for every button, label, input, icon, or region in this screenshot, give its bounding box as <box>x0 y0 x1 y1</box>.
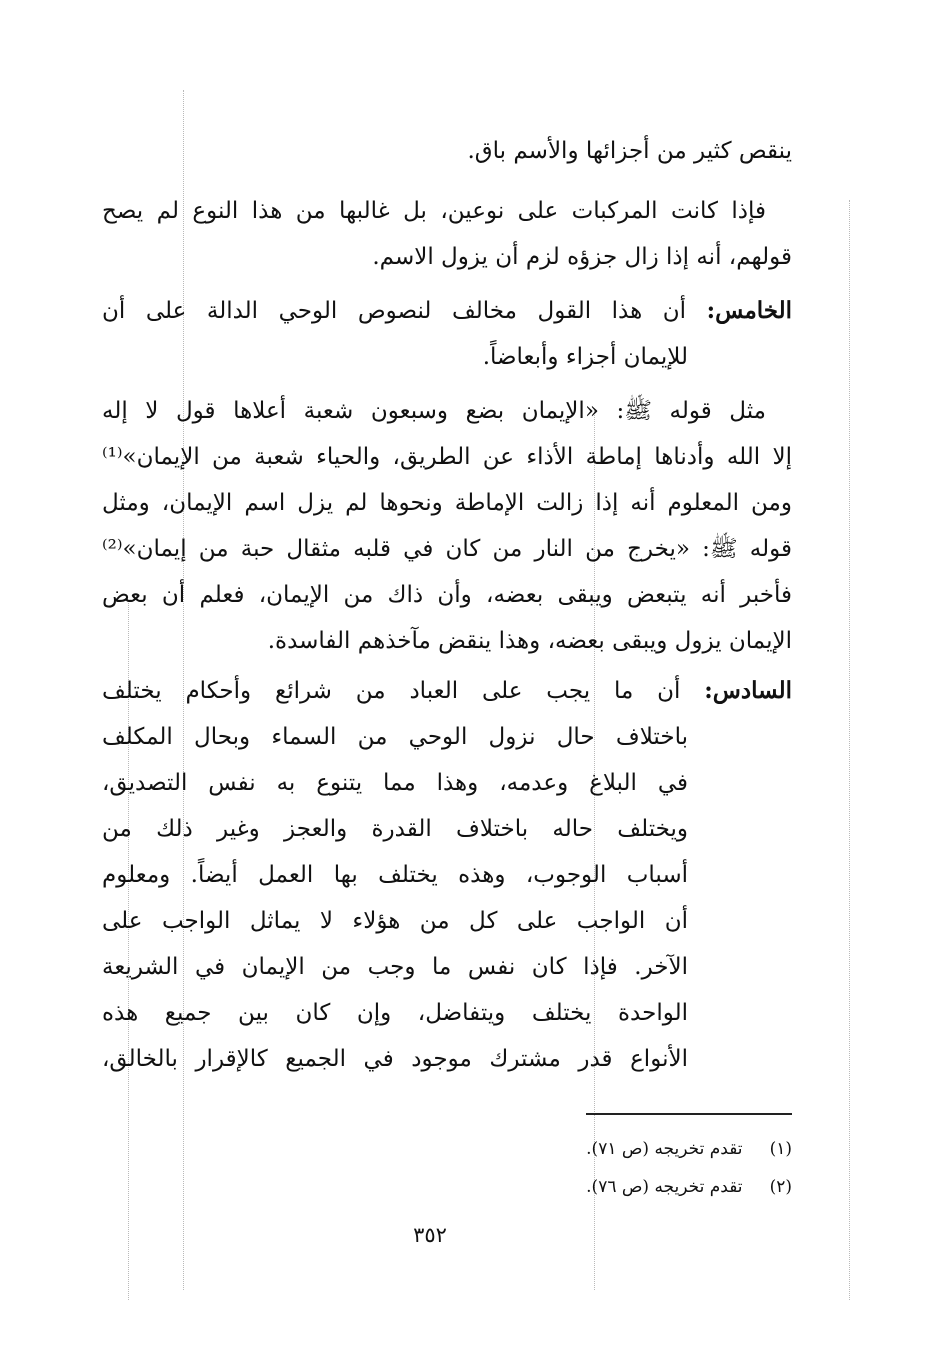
point-fifth-label: الخامس: <box>706 297 793 324</box>
footnote-number: (٢) <box>769 1177 792 1197</box>
paragraph-compound-types <box>102 188 792 280</box>
footnote-text: تقدم تخريجه (ص ٧١). <box>586 1139 743 1159</box>
page-number: ٣٥٢ <box>413 1223 447 1247</box>
text-line: ويختلف حاله باختلاف القدرة والعجز وغير ذلك من <box>102 816 688 842</box>
text-line: باختلاف حال نزول الوحي من السماء وبحال المكلف <box>102 724 688 750</box>
text-line: ومن المعلوم أنه إذا زالت الإماطة ونحوها لم يزل اسم الإيمان، ومثل <box>102 490 792 516</box>
text-line: الإيمان يزول ويبقى بعضه، وهذا ينقض مآخذهم الفاسدة. <box>267 628 792 654</box>
point-fifth <box>102 288 792 380</box>
text-line: الأنواع قدر مشترك موجود في الجميع كالإقرار بالخالق، <box>102 1046 688 1072</box>
text-line: أن ما يجب على العباد من شرائع وأحكام يختلف <box>102 678 681 704</box>
text-line: أن هذا القول مخالف لنصوص الوحي الدالة على أن <box>102 298 687 324</box>
text-line: قوله ﷺ: «يخرج من النار من كان في قلبه مثقال حبة من إيمان»⁽²⁾ <box>102 536 792 562</box>
text-line: الآخر. فإذا كان نفس ما وجب من الإيمان في الشريعة <box>102 954 688 980</box>
text-line: إلا الله وأدناها إماطة الأذاء عن الطريق، والحياء شعبة من الإيمان»⁽¹⁾ <box>102 444 792 470</box>
text-line: مثل قوله ﷺ: «الإيمان بضع وسبعون شعبة أعلاها قول لا إله <box>102 398 766 424</box>
footnote-item <box>586 1130 792 1168</box>
paragraph-continuation <box>92 128 792 174</box>
footnote-divider <box>586 1113 792 1115</box>
text-line: للإيمان أجزاء وأبعاضاً. <box>482 344 688 370</box>
scan-guide-line <box>849 200 850 1300</box>
text-line: أن الواجب على كل من هؤلاء لا يماثل الواجب على <box>102 908 688 934</box>
point-sixth-label: السادس: <box>704 677 792 704</box>
text-line: في البلاغ وعدمه، وهذا مما يتنوع به نفس التصديق، <box>102 770 688 796</box>
footnote-text: تقدم تخريجه (ص ٧٦). <box>586 1177 743 1197</box>
point-fifth-line-1 <box>102 288 792 334</box>
footnote-number: (١) <box>769 1139 792 1159</box>
footnotes <box>586 1130 792 1206</box>
point-sixth-line-1 <box>102 668 792 714</box>
text-line: ينقص كثير من أجزائها والأسم باق. <box>467 138 792 164</box>
text-line: الواحدة يختلف ويتفاضل، وإن كان بين جميع هذه <box>102 1000 688 1026</box>
point-sixth <box>102 668 792 714</box>
text-line: فإذا كانت المركبات على نوعين، بل غالبها من هذا النوع لم يصح <box>102 198 766 224</box>
footnote-item <box>586 1168 792 1206</box>
paragraph-hadith <box>102 388 792 664</box>
text-line: أسباب الوجوب، وهذه يختلف بها العمل أيضاً. ومعلوم <box>102 862 688 888</box>
text-line: قولهم، أنه إذا زال جزؤه لزم أن يزول الاسم. <box>372 244 792 270</box>
text-line: فأخبر أنه يتبعض ويبقى بعضه، وأن ذاك من الإيمان، فعلم أن بعض <box>102 582 792 608</box>
point-sixth-continuation <box>102 714 688 1082</box>
